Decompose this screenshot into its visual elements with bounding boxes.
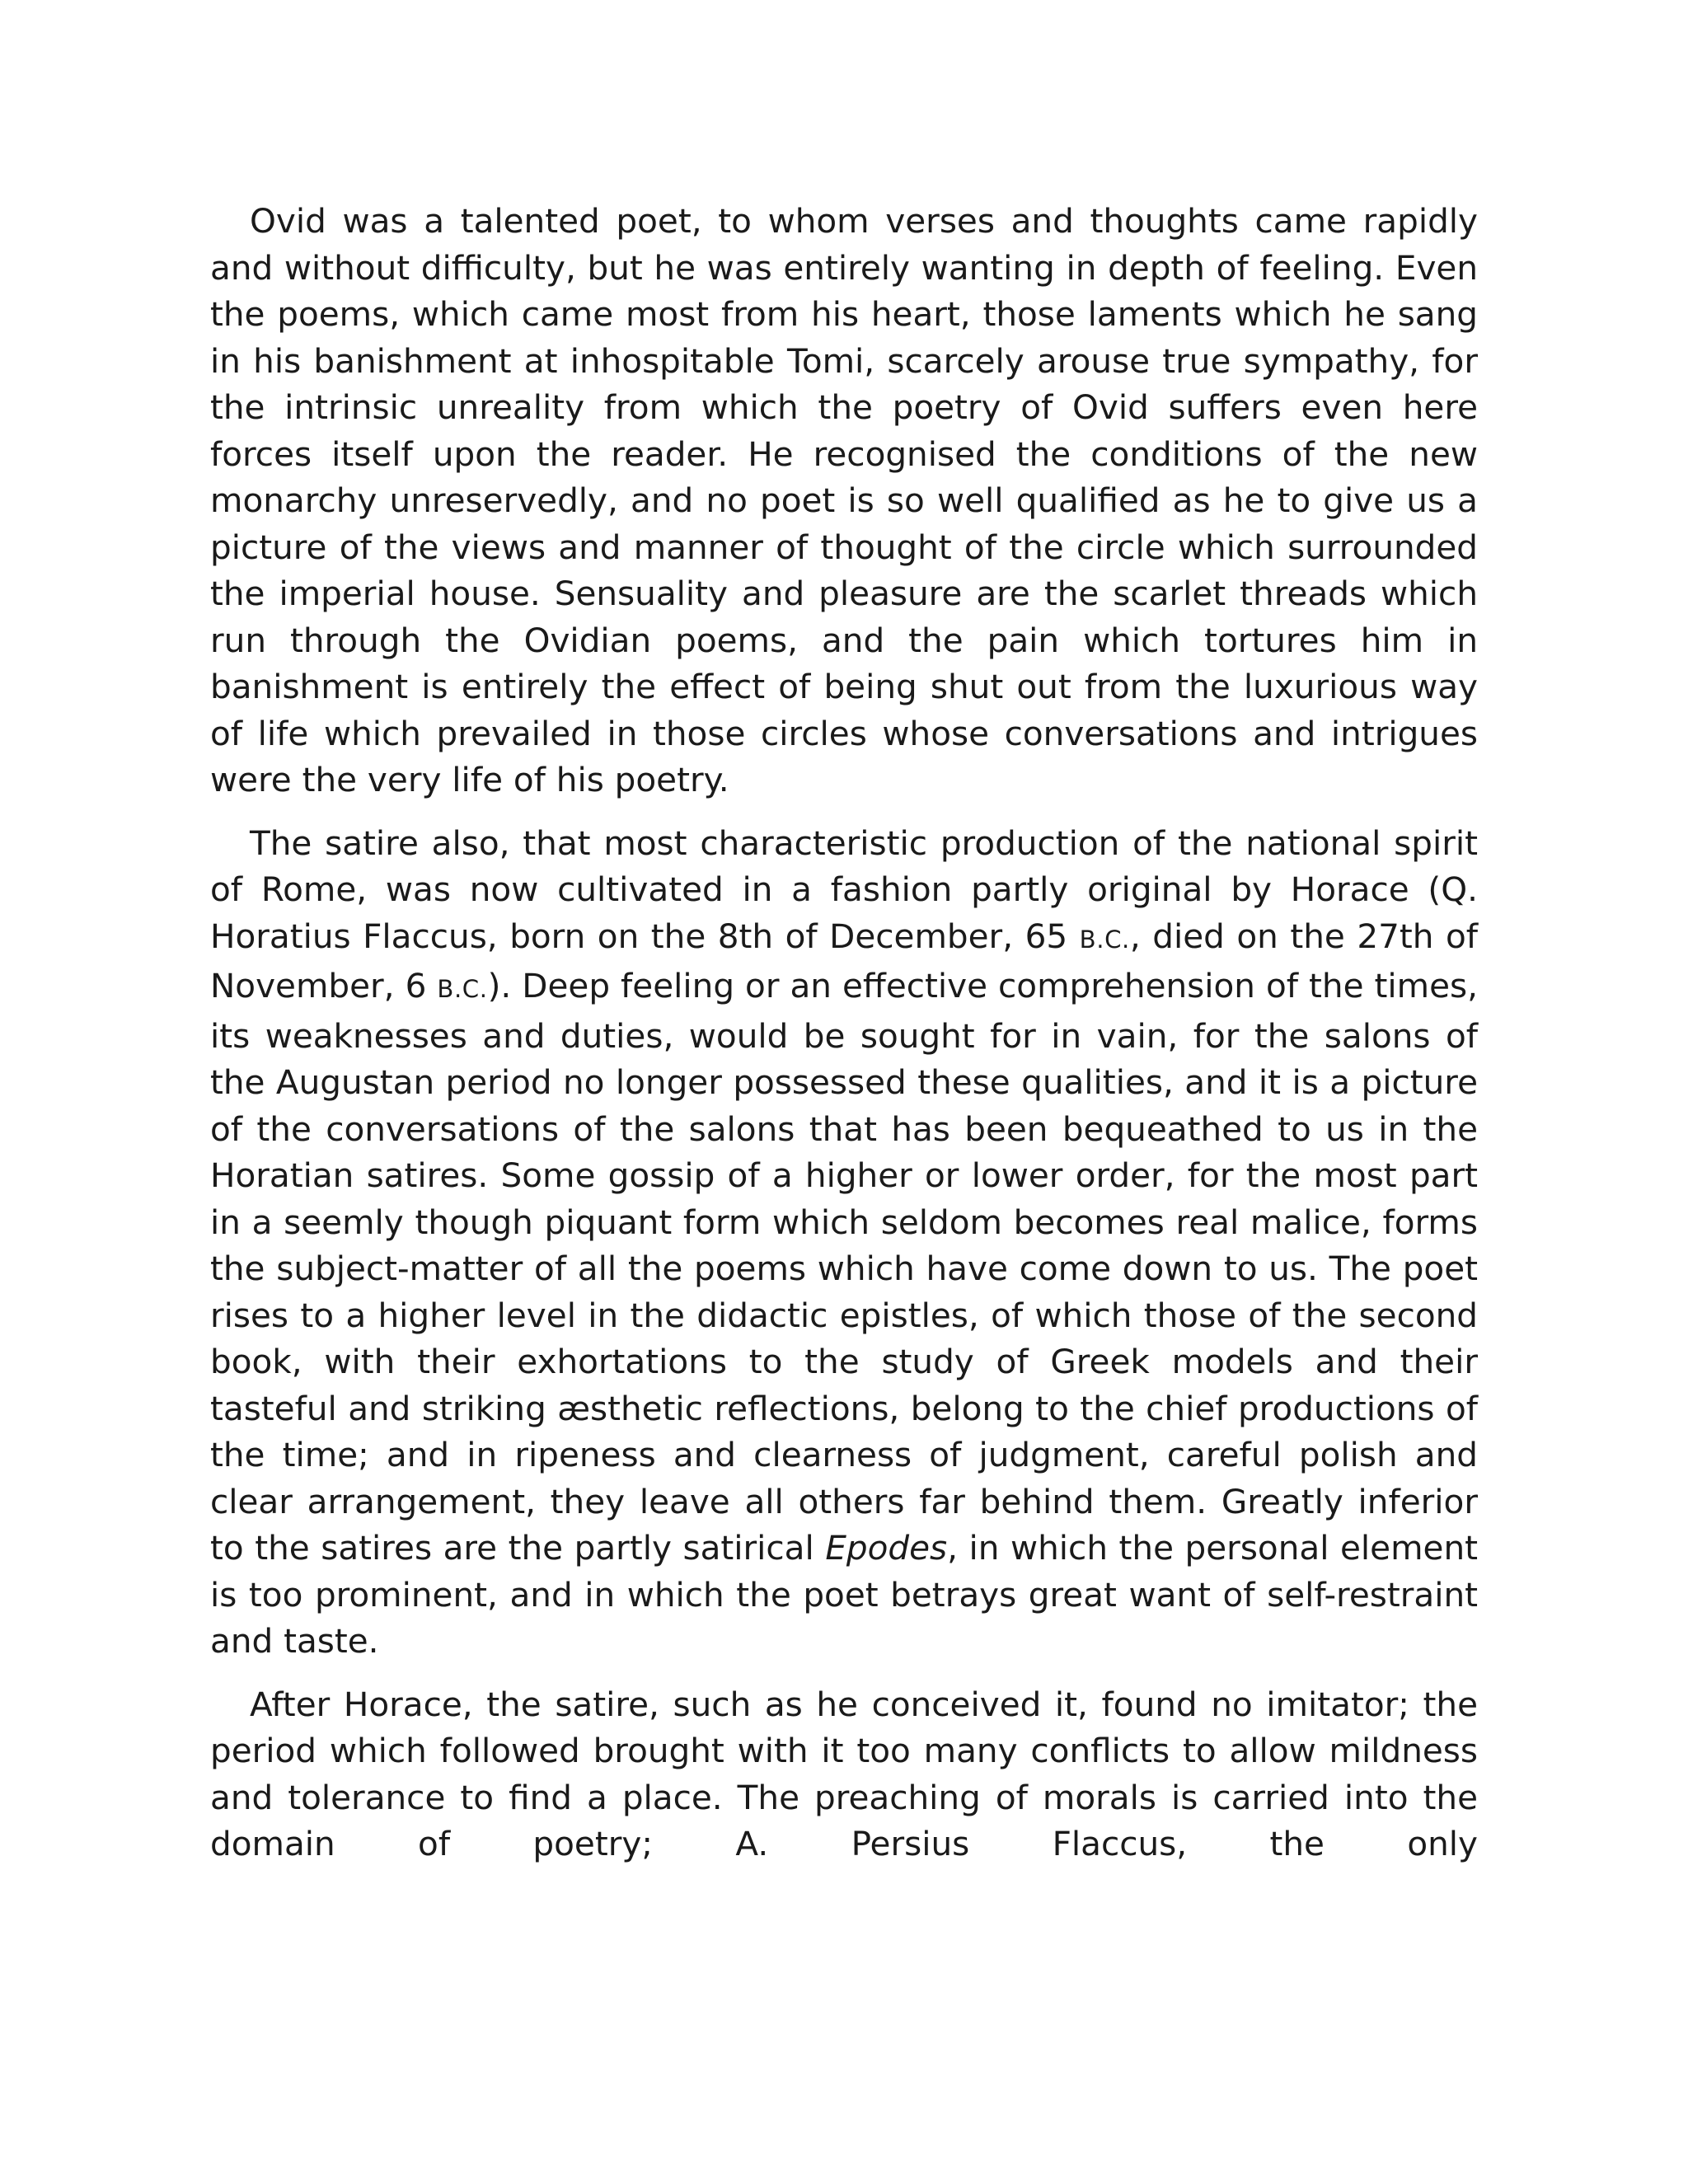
page-body	[210, 198, 1478, 1884]
era-abbreviation: B.C.	[1079, 925, 1130, 954]
paragraph-horace-text-3: ). Deep feeling or an effective comprehension of the times, its weaknesses and duties, would be sought for in vain, for the salons of the Augustan period no longer possessed these qualities, and it is a picture of the conversations of the salons that has been bequeathed to us in the Horatian satires. Some gossip of a higher or lower order, for the most part in a seemly though piquant form which seldom becomes real malice, forms the subject-matter of all the poems which have come down to us. The poet rises to a higher level in the didactic epistles, of which those of the second book, with their exhortations to the study of Greek models and their tasteful and striking æsthetic reflections, belong to the chief productions of the time; and in ripeness and clearness of judgment, careful polish and clear arrangement, they leave all others far behind them. Greatly inferior to the satires are the partly satirical	[210, 966, 1479, 1568]
paragraph-horace-text-2: , died on the 27th of November, 6	[210, 916, 1479, 1005]
era-abbreviation: B.C.	[437, 975, 488, 1003]
paragraph-after-horace: After Horace, the satire, such as he conceived it, found no imitator; the period which followed brought with it too many conflicts to allow mildness and tolerance to find a place. The preaching of morals is carried into the domain of poetry; A. Persius Flaccus, the only	[210, 1684, 1478, 1863]
paragraph-horace	[210, 820, 1478, 1665]
italic-title-epodes: Epodes	[825, 1528, 948, 1568]
paragraph-horace-text-4: , in which the personal element is too prominent, and in which the poet betrays great want of self-restraint and taste.	[210, 1528, 1478, 1661]
paragraph-ovid: Ovid was a talented poet, to whom verses and thoughts came rapidly and without difficulty, but he was entirely wanting in depth of feeling. Even the poems, which came most from his heart, those laments which he sang in his banishment at inhospitable Tomi, scarcely arouse true sympathy, for the intrinsic unreality from which the poetry of Ovid suffers even here forces itself upon the reader. He recognised the conditions of the new monarchy unreservedly, and no poet is so well qualified as he to give us a picture of the views and manner of thought of the circle which surrounded the imperial house. Sensuality and pleasure are the scarlet threads which run through the Ovidian poems, and the pain which tortures him in banishment is entirely the effect of being shut out from the luxurious way of life which prevailed in those circles whose conversations and intrigues were the very life of his poetry.	[210, 201, 1478, 799]
paragraph-horace-text-1: The satire also, that most characteristic production of the national spirit of Rome, was now cultivated in a fashion partly original by Horace (Q. Horatius Flaccus, born on the 8th of December, 65	[210, 823, 1478, 956]
